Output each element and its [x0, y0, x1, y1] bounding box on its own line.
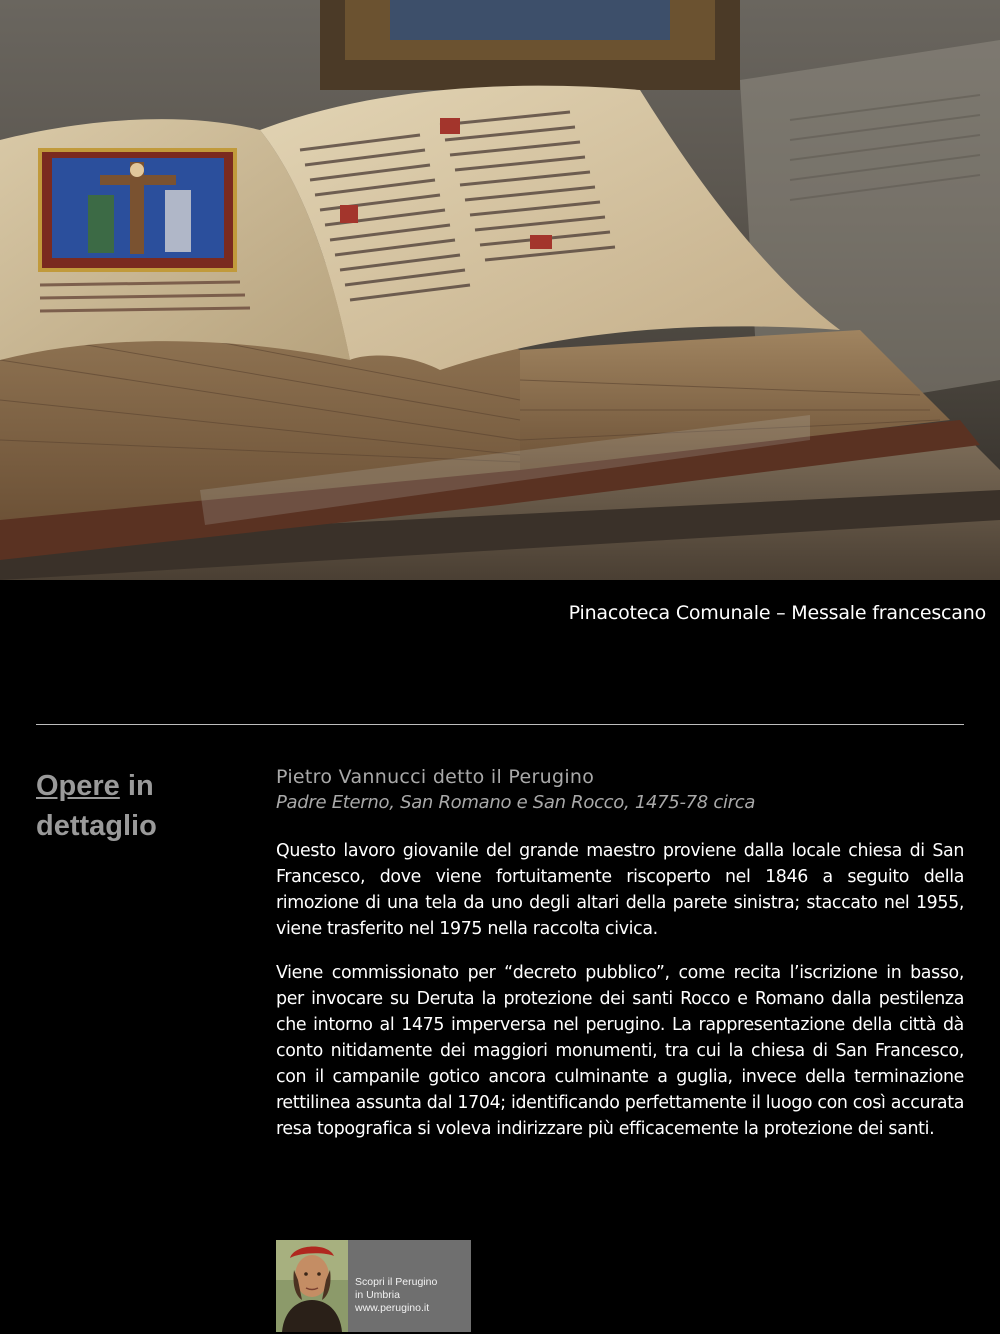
hero-photo: [0, 0, 1000, 580]
section-title-part-2: dettaglio: [36, 810, 157, 842]
artwork-title: Padre Eterno, San Romano e San Rocco, 1475-78 circa: [276, 792, 756, 813]
section-title: [36, 766, 236, 846]
perugino-banner-link[interactable]: [276, 1240, 471, 1332]
opere-link[interactable]: Opere: [36, 770, 120, 802]
banner-text: [355, 1276, 470, 1315]
section-divider: [36, 724, 964, 725]
banner-line: Scopri il Perugino: [355, 1276, 438, 1288]
banner-line: in Umbria: [355, 1289, 400, 1301]
photo-caption: Pinacoteca Comunale – Messale francescano: [568, 602, 986, 624]
section-title-part: in: [119, 770, 154, 802]
artwork-author: Pietro Vannucci detto il Perugino: [276, 766, 595, 788]
artwork-description: [276, 764, 964, 1142]
perugino-portrait-icon: [276, 1240, 348, 1332]
manuscript-photo: [0, 0, 1000, 580]
banner-url[interactable]: www.perugino.it: [355, 1302, 430, 1314]
description-paragraph: Viene commissionato per “decreto pubblico”, come recita l’iscrizione in basso, per invocare su Deruta la protezione dei santi Rocco e Romano dalla pestilenza che intorno al 1475 imperversa nel perugino. La rappresentazione della città dà conto nitidamente dei maggiori monumenti, tra cui la chiesa di San Francesco, con il campanile gotico ancora culminante a guglia, invece della terminazione rettilinea assunta dal 1704; identificando perfettamente il luogo con così accurata resa topografica si voleva indirizzare più efficacemente la protezione dei santi.: [276, 963, 964, 1139]
description-paragraph: Questo lavoro giovanile del grande maestro proviene dalla locale chiesa di San Francesco, dove viene fortuitamente riscoperto nel 1846 a seguito della rimozione di una tela da uno degli altari della parete sinistra; staccato nel 1955, viene trasferito nel 1975 nella raccolta civica.: [276, 841, 964, 939]
